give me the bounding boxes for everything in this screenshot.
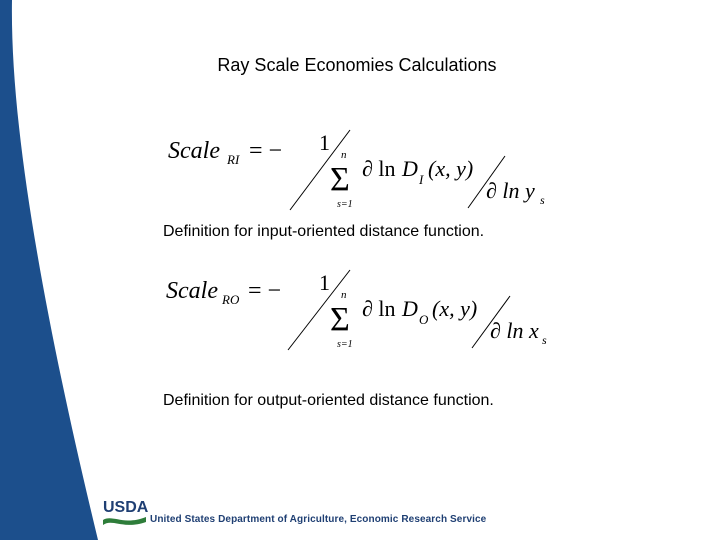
sigma-icon: Σ	[330, 301, 350, 338]
formula-denominator-subscript: s	[540, 193, 545, 207]
formula-d-subscript: O	[419, 312, 429, 327]
formula-sum-lower: s=1	[337, 339, 353, 350]
formula-args: (x, y)	[432, 296, 478, 321]
left-decorative-band	[0, 0, 100, 540]
formula-args: (x, y)	[428, 156, 474, 181]
caption-input-oriented: Definition for input-oriented distance function.	[163, 223, 485, 240]
formula-d: D	[402, 156, 418, 181]
formula-sum-lower: s=1	[337, 199, 353, 210]
formula-input-oriented	[160, 128, 570, 228]
formula-d-subscript: I	[419, 172, 424, 187]
formula-lhs: Scale	[168, 138, 220, 164]
formula-output-oriented	[160, 268, 570, 368]
formula-partial-ln: ∂ ln	[362, 156, 396, 181]
slide-title: Ray Scale Economies Calculations	[217, 55, 497, 75]
formula-equals-minus: = −	[248, 278, 282, 304]
footer-agency-name: United States Department of Agriculture, Economic Research Service	[150, 514, 487, 525]
formula-denominator-subscript: s	[542, 333, 547, 347]
formula-numerator: 1	[319, 130, 330, 155]
usda-logo	[102, 496, 148, 530]
formula-d: D	[402, 296, 418, 321]
formula-equals-minus: = −	[249, 138, 283, 164]
formula-lhs-subscript: RI	[227, 152, 240, 167]
formula-sum-upper: n	[341, 289, 347, 301]
usda-logo-text: USDA	[103, 499, 148, 516]
formula-denominator: ∂ ln x	[490, 318, 539, 343]
formula-denominator: ∂ ln y	[486, 178, 535, 203]
formula-lhs: Scale	[166, 278, 218, 304]
formula-numerator: 1	[319, 270, 330, 295]
formula-sum-upper: n	[341, 149, 347, 161]
formula-lhs-subscript: RO	[222, 292, 240, 307]
usda-logo-swoosh	[103, 517, 146, 525]
sigma-icon: Σ	[330, 161, 350, 198]
formula-partial-ln: ∂ ln	[362, 296, 396, 321]
caption-output-oriented: Definition for output-oriented distance function.	[163, 392, 494, 409]
